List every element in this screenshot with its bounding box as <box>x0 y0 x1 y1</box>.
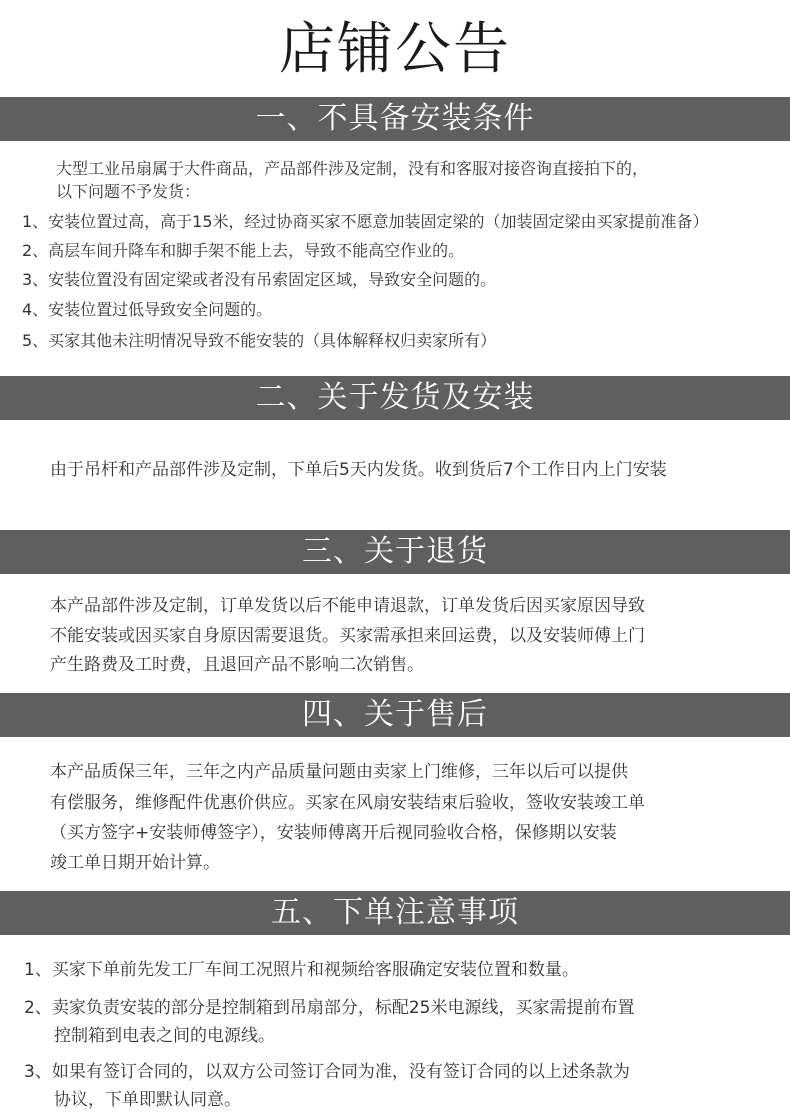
list-item: 3、安装位置没有固定梁或者没有吊索固定区域，导致安全问题的。 <box>22 270 497 289</box>
list-item: 1、买家下单前先发工厂车间工况照片和视频给客服确定安装位置和数量。 <box>24 960 579 980</box>
list-item: 2、卖家负责安装的部分是控制箱到吊扇部分，标配25米电源线，买家需提前布置 <box>24 998 635 1018</box>
section-text-line: 本产品质保三年，三年之内产品质量问题由卖家上门维修，三年以后可以提供 <box>50 762 628 782</box>
section-intro-line: 以下问题不予发货： <box>56 182 201 201</box>
list-item: 2、高层车间升降车和脚手架不能上去，导致不能高空作业的。 <box>22 241 465 260</box>
section-intro-line: 大型工业吊扇属于大件商品，产品部件涉及定制，没有和客服对接咨询直接拍下的， <box>56 159 649 178</box>
section-text-line: 有偿服务，维修配件优惠价供应。买家在风扇安装结束后验收，签收安装竣工单 <box>50 793 645 813</box>
list-item: 1、安装位置过高，高于15米，经过协商买家不愿意加装固定梁的（加装固定梁由买家提前准备） <box>22 212 709 231</box>
list-item: 3、如果有签订合同的，以双方公司签订合同为准，没有签订合同的以上述条款为 <box>24 1062 630 1082</box>
section-heading-returns: 三、关于退货 <box>0 530 790 574</box>
section-text-line: 竣工单日期开始计算。 <box>50 853 220 873</box>
list-item-continuation: 协议，下单即默认同意。 <box>54 1090 241 1110</box>
section-text-line: 不能安装或因买家自身原因需要退货。买家需承担来回运费，以及安装师傅上门 <box>50 626 645 646</box>
list-item-continuation: 控制箱到电表之间的电源线。 <box>54 1026 275 1046</box>
section-heading-order-notes: 五、下单注意事项 <box>0 891 790 935</box>
page-title: 店铺公告 <box>279 17 511 82</box>
list-item: 5、买家其他未注明情况导致不能安装的（具体解释权归卖家所有） <box>22 331 497 350</box>
section-text-line: （买方签字+安装师傅签字），安装师傅离开后视同验收合格，保修期以安装 <box>50 823 617 843</box>
section-heading-conditions: 一、不具备安装条件 <box>0 97 790 141</box>
section-heading-shipping: 二、关于发货及安装 <box>0 376 790 420</box>
section-text-line: 本产品部件涉及定制，订单发货以后不能申请退款，订单发货后因买家原因导致 <box>50 596 645 616</box>
list-item: 4、安装位置过低导致安全问题的。 <box>22 300 273 319</box>
section-text-line: 由于吊杆和产品部件涉及定制，下单后5天内发货。收到货后7个工作日内上门安装 <box>50 460 667 480</box>
section-heading-aftersales: 四、关于售后 <box>0 693 790 737</box>
section-text-line: 产生路费及工时费，且退回产品不影响二次销售。 <box>50 655 424 675</box>
